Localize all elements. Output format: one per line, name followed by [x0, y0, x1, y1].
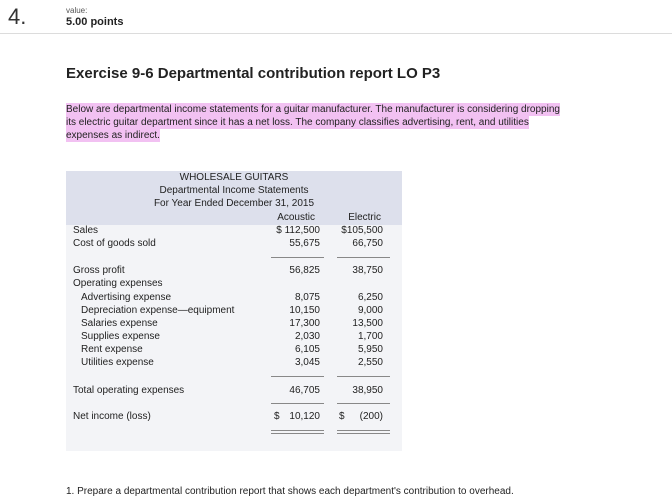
- acoustic-dollar-sign: $: [274, 411, 280, 422]
- row-gross-profit: [66, 265, 402, 278]
- acoustic-value: 17,300: [289, 318, 320, 329]
- electric-value: 6,250: [357, 292, 383, 303]
- row-sales: [66, 225, 402, 238]
- acoustic-value: 6,105: [294, 344, 320, 355]
- exercise-description: [66, 103, 562, 142]
- row-label: Cost of goods sold: [73, 238, 156, 249]
- acoustic-value: 55,675: [289, 238, 320, 249]
- statement-period: For Year Ended December 31, 2015: [153, 198, 315, 209]
- electric-value: 9,000: [357, 305, 383, 316]
- row-total-opex: [66, 385, 402, 398]
- row-expense: [66, 318, 402, 331]
- row-expense: [66, 292, 402, 305]
- row-expense: [66, 305, 402, 318]
- highlighted-text: Below are departmental income statements for a guitar manufacturer. The manufacturer is considering dropping its electric guitar department since it has a net loss. The company classifies advertising, rent, and utilities expenses as indirect.: [66, 104, 560, 141]
- acoustic-value: 46,705: [289, 385, 320, 396]
- row-label: Rent expense: [81, 344, 143, 355]
- row-label: Depreciation expense—equipment: [81, 305, 235, 316]
- electric-value: 13,500: [352, 318, 383, 329]
- row-label: Net income (loss): [73, 411, 151, 422]
- electric-value: 38,950: [352, 385, 383, 396]
- row-label: Supplies expense: [81, 331, 160, 342]
- col-header-acoustic: Acoustic: [277, 212, 315, 223]
- column-headers: [66, 212, 402, 225]
- acoustic-value: 2,030: [294, 331, 320, 342]
- row-label: Advertising expense: [81, 292, 172, 303]
- company-name: WHOLESALE GUITARS: [179, 172, 289, 183]
- row-label: Operating expenses: [73, 278, 163, 289]
- question-number: 4.: [8, 4, 27, 29]
- electric-value: 38,750: [352, 265, 383, 276]
- subtotal-rule: [271, 376, 324, 377]
- row-label: Utilities expense: [81, 357, 154, 368]
- row-expense: [66, 344, 402, 357]
- row-label: Gross profit: [73, 265, 125, 276]
- subtotal-rule: [271, 257, 324, 258]
- row-label: Salaries expense: [81, 318, 158, 329]
- acoustic-value: 3,045: [294, 357, 320, 368]
- exercise-title: Exercise 9-6 Departmental contribution report LO P3: [66, 65, 441, 82]
- col-header-electric: Electric: [348, 212, 381, 223]
- row-expense: [66, 331, 402, 344]
- electric-dollar-sign: $: [339, 411, 345, 422]
- double-underline: [337, 430, 390, 431]
- electric-value: 2,550: [357, 357, 383, 368]
- acoustic-value: 10,150: [289, 305, 320, 316]
- header-divider: [0, 33, 672, 34]
- income-statement-table: [66, 171, 402, 451]
- subtotal-rule: [337, 257, 390, 258]
- double-underline: [271, 430, 324, 431]
- subtotal-rule: [337, 403, 390, 404]
- electric-value: $105,500: [341, 225, 383, 236]
- electric-value: 1,700: [357, 331, 383, 342]
- electric-value: (200): [359, 411, 383, 422]
- subtotal-rule: [337, 376, 390, 377]
- value-label: value:: [66, 6, 88, 15]
- next-instruction: 1. Prepare a departmental contribution report that shows each department's contribution to overhead.: [66, 486, 514, 497]
- row-opex-heading: [66, 278, 402, 291]
- acoustic-value: 56,825: [289, 265, 320, 276]
- row-label: Sales: [73, 225, 99, 236]
- electric-value: 66,750: [352, 238, 383, 249]
- subtotal-rule: [271, 403, 324, 404]
- row-cogs: [66, 238, 402, 251]
- statement-name: Departmental Income Statements: [159, 185, 309, 196]
- acoustic-value: $ 112,500: [276, 225, 320, 236]
- double-underline: [337, 433, 390, 434]
- acoustic-value: 8,075: [294, 292, 320, 303]
- row-label: Total operating expenses: [73, 385, 185, 396]
- row-expense: [66, 357, 402, 370]
- row-net-income: [66, 411, 402, 424]
- electric-value: 5,950: [357, 344, 383, 355]
- points-value: 5.00 points: [66, 16, 124, 28]
- acoustic-value: 10,120: [289, 411, 320, 422]
- double-underline: [271, 433, 324, 434]
